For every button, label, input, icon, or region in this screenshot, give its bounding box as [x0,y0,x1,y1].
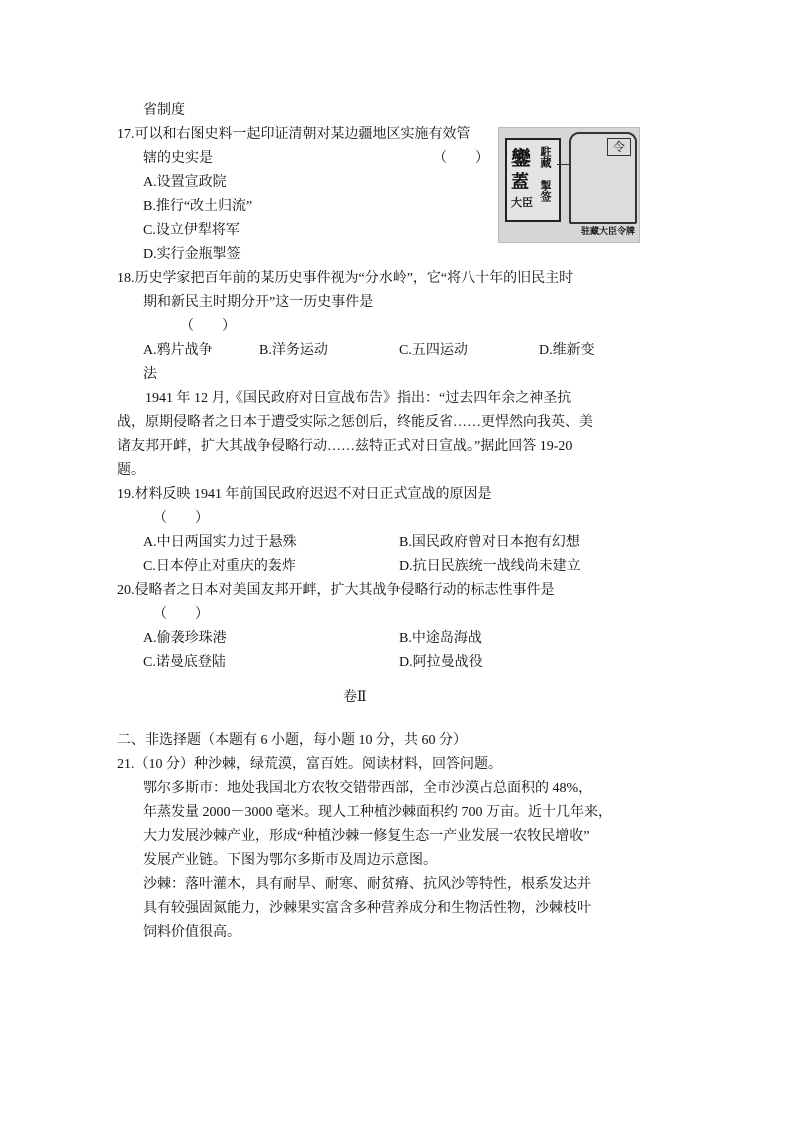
answer-paren: （ ） [180,319,236,334]
token-plate-figure [498,127,640,243]
material-line: 诸友邦开衅，扩大其战争侵略行动……兹特正式对日宣战。”据此回答 19-20 [117,439,573,454]
option-b: B.推行“改土归流” [143,199,253,214]
answer-paren: （ ） [153,511,209,526]
option-c: C.日本停止对重庆的轰炸 [143,559,296,574]
answer-paren: （ ） [433,151,489,166]
question-20-stem: 20.侵略者之日本对美国友邦开衅，扩大其战争侵略行动的标志性事件是 [117,583,555,598]
material-line: 题。 [117,463,145,478]
material-line: 具有较强固氮能力，沙棘果实富含多种营养成分和生物活性物，沙棘枝叶 [143,901,591,916]
answer-paren: （ ） [153,607,209,622]
option-a: A.鸦片战争 [143,343,213,358]
question-17-stem-cont: 辖的史实是 [143,151,213,166]
material-line: 战，原期侵略者之日本于遭受实际之惩创后，终能反省……更悍然向我英、美 [117,415,593,430]
figure-caption: 驻藏大臣令牌 [580,226,635,236]
volume-heading: 卷Ⅱ [343,690,367,705]
option-d: D.实行金瓶掣签 [143,247,241,262]
material-line: 年蒸发量 2000－3000 毫米。现人工种植沙棘面积约 700 万亩。近十几年来， [143,805,612,820]
option-a: A.偷袭珍珠港 [143,631,227,646]
option-a: A.设置宣政院 [143,175,227,190]
token-plate [569,132,637,224]
option-d-cont: 法 [143,367,157,382]
material-line: 1941 年 12 月,《国民政府对日宣战布告》指出：“过去四年余之神圣抗 [145,391,572,406]
material-line: 鄂尔多斯市：地处我国北方农牧交错带西部，全市沙漠占总面积的 48%， [143,781,593,796]
option-c: C.设立伊犁将军 [143,223,240,238]
material-line: 发展产业链。下图为鄂尔多斯市及周边示意图。 [143,853,437,868]
option-d: D.抗日民族统一战线尚未建立 [399,559,581,574]
material-line: 大力发展沙棘产业，形成“种植沙棘一修复生态一产业发展一农牧民增收” [143,829,590,844]
question-17-stem: 17.可以和右图史料一起印证清朝对某边疆地区实施有效管 [117,127,471,142]
option-c: C.诺曼底登陆 [143,655,226,670]
option-b: B.国民政府曾对日本抱有幻想 [399,535,580,550]
option-b: B.洋务运动 [259,343,328,358]
question-18-stem: 18.历史学家把百年前的某历史事件视为“分水岭”，它“将八十年的旧民主时 [117,271,574,286]
seal-inscription: 鑾 蓋 大臣 駐藏 掣签 [505,138,561,222]
question-18-stem-cont: 期和新民主时期分开”这一历史事件是 [143,295,374,310]
option-b: B.中途岛海战 [399,631,482,646]
prev-question-tail: 省制度 [143,103,185,118]
option-c: C.五四运动 [399,343,468,358]
section-heading: 二、非选择题（本题有 6 小题，每小题 10 分，共 60 分） [117,733,467,748]
option-d: D.维新变 [539,343,595,358]
question-19-stem: 19.材料反映 1941 年前国民政府迟迟不对日正式宣战的原因是 [117,487,492,502]
question-21-stem: 21.（10 分）种沙棘，绿荒漠，富百姓。阅读材料，回答问题。 [117,757,502,772]
option-a: A.中日两国实力过于悬殊 [143,535,297,550]
material-line: 饲料价值很高。 [143,925,241,940]
option-d: D.阿拉曼战役 [399,655,483,670]
material-line: 沙棘：落叶灌木，具有耐旱、耐寒、耐贫瘠、抗风沙等特性，根系发达并 [143,877,591,892]
plate-char: 令 [607,138,631,156]
